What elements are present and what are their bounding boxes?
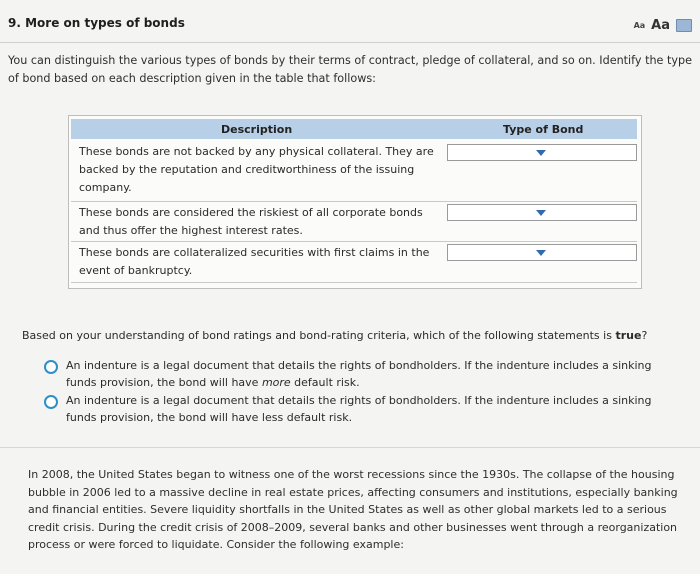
option-text: An indenture is a legal document that details the rights of bondholders. If the indenture includes a sinking funds provision, the bond will have more default risk. <box>66 359 652 389</box>
font-size-controls <box>634 18 692 33</box>
row-description: These bonds are not backed by any physical collateral. They are backed by the reputation and creditworthiness of the issuing company. <box>79 145 434 194</box>
header-type-of-bond: Type of Bond <box>503 123 584 136</box>
answer-option[interactable] <box>44 392 664 428</box>
question-title: 9. More on types of bonds <box>8 16 185 30</box>
table-header <box>71 119 637 139</box>
bond-type-dropdown[interactable] <box>447 244 637 261</box>
header-divider <box>0 42 700 43</box>
radio-button[interactable] <box>44 360 58 374</box>
emphasis-true: true <box>615 329 642 342</box>
passage-text: In 2008, the United States began to witness one of the worst recessions since the 1930s. The collapse of the housing bubble in 2006 led to a massive decline in real estate prices, affecting consumers and institutions, especially banking and financial entities. Severe liquidity shortfalls in the United States as well as other global markets led to a serious credit crisis. During the credit crisis of 2008–2009, several banks and other businesses went through a reorganization process or were forced to liquidate. Consider the following example: <box>28 468 678 552</box>
chevron-down-icon <box>536 210 546 216</box>
bond-type-dropdown[interactable] <box>447 144 637 161</box>
font-increase-button[interactable]: Aa <box>651 18 670 33</box>
question-intro: You can distinguish the various types of bonds by their terms of contract, pledge of collateral, and so on. Identify the type of bond based on each description given in the table that follows: <box>8 54 692 85</box>
option-text: An indenture is a legal document that details the rights of bondholders. If the indenture includes a sinking funds provision, the bond will have less default risk. <box>66 394 652 424</box>
table-row <box>71 202 637 240</box>
mc-question: Based on your understanding of bond ratings and bond-rating criteria, which of the following statements is true? <box>22 329 648 342</box>
print-icon[interactable] <box>676 19 692 32</box>
chevron-down-icon <box>536 250 546 256</box>
row-description: These bonds are collateralized securities with first claims in the event of bankruptcy. <box>79 246 430 277</box>
font-decrease-button[interactable]: Aa <box>633 21 646 30</box>
section-divider <box>0 447 700 448</box>
bond-type-dropdown[interactable] <box>447 204 637 221</box>
bond-type-table <box>68 115 642 289</box>
row-description: These bonds are considered the riskiest of all corporate bonds and thus offer the highest interest rates. <box>79 206 423 237</box>
table-row <box>71 141 637 199</box>
answer-option[interactable] <box>44 357 664 393</box>
emphasis-more: more <box>261 376 291 389</box>
chevron-down-icon <box>536 150 546 156</box>
table-row <box>71 242 637 282</box>
row-divider <box>71 282 637 283</box>
radio-button[interactable] <box>44 395 58 409</box>
header-description: Description <box>221 123 293 136</box>
